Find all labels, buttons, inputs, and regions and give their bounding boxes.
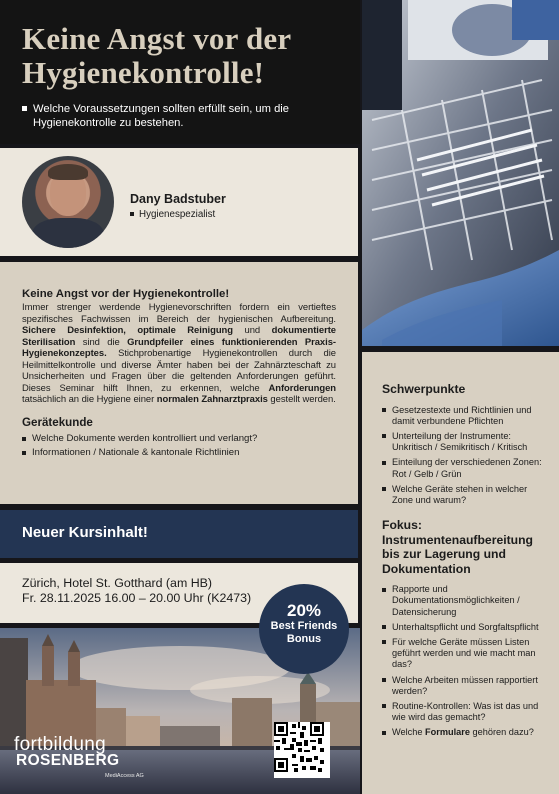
schwerpunkte-heading: Schwerpunkte [382,382,466,396]
course-location: Zürich, Hotel St. Gotthard (am HB) [22,576,213,590]
speaker-avatar [22,156,114,248]
bullet-square-icon [22,437,26,441]
list-item-text: Routine-Kontrollen: Was ist das und wie wird das gemacht? [392,700,539,723]
bullet-square-icon [22,106,27,111]
body-emphasis: Grundpfeiler eines funktionierenden Praxis-Hygienekonzeptes. [22,336,336,360]
body-text: Stichprobenartige Hygienekontrollen durch die Heilmittelkontrolle und diverse Ämter haben bei der Zahnärzteschaft zu Unsicherheiten und Fragen über die geltenden Anforderungen geführt. Dieses Seminar hilft Ihnen, zu erkennen, welche [22,348,336,394]
body-emphasis: normalen Zahnarztpraxis [156,394,268,406]
list-item-text: Welche Dokumente werden kontrolliert und verlangt? [32,432,258,444]
list-item [382,727,549,738]
header [0,0,360,144]
body-text: Immer strenger werdende Hygienevorschriften fordern ein vertieftes spezifisches Fachwissen im Bereich der hygienischen Aufbereitung. [22,302,336,325]
list-item-text: Für welche Geräte müssen Listen geführt werden und wie macht man das? [392,636,536,670]
fokus-list [382,584,549,738]
speaker-card [0,148,358,256]
body-text: gestellt werden. [267,394,336,406]
list-item-text-part: Welche [392,727,426,738]
bullet-square-icon [382,487,386,491]
list-item [382,457,549,479]
body-emphasis: dokumentierte Sterilisation [22,325,336,348]
subtitle [22,102,338,130]
body-text: tatsächlich an die Hygiene einer [22,394,157,406]
list-item [382,405,549,427]
speaker-name: Dany Badstuber [130,192,226,206]
list-item-text: Rapporte und Dokumentationsmöglichkeiten / Datensicherung [392,584,520,617]
geraete-list [22,433,336,460]
list-item [382,584,549,618]
list-item-text-part: gehören dazu? [469,727,534,738]
list-item-text [392,727,534,738]
list-item [382,622,549,633]
brand-mediaccess: MediAccess AG [105,773,144,779]
list-item-text: Informationen / Nationale & kantonale Richtlinien [32,447,240,459]
discount-badge [259,584,349,674]
speaker-role [130,209,215,220]
list-item-text: Unterhaltspflicht und Sorgfaltspflicht [392,621,539,632]
main-body [22,302,336,406]
bullet-square-icon [382,625,386,629]
speaker-role-text: Hygienespezialist [139,209,216,220]
bullet-square-icon [382,640,386,644]
bullet-square-icon [382,461,386,465]
bullet-square-icon [382,408,386,412]
course-datetime: Fr. 28.11.2025 16.00 – 20.00 Uhr (K2473) [22,591,252,605]
list-item-text: Welche Geräte stehen in welcher Zone und warum? [392,483,528,505]
bullet-square-icon [382,434,386,438]
body-emphasis: Anforderungen [268,382,336,394]
list-item [382,701,549,723]
bullet-square-icon [130,212,134,216]
list-item-text: Unterteilung der Instrumente: Unkritisch / Semikritisch / Kritisch [392,430,528,453]
right-column [362,352,559,794]
main-description [0,262,358,504]
body-text: und [232,325,272,337]
page-title: Keine Angst vor der Hygienekontrolle! [22,21,291,90]
qr-code[interactable] [274,722,330,778]
geraete-heading: Gerätekunde [22,415,93,429]
bullet-square-icon [382,704,386,708]
body-emphasis: Sichere Desinfektion, optimale Reinigung [22,325,233,337]
badge-percent: 20% [286,601,322,620]
body-text: sind die [75,336,128,348]
badge-line1: Best Friends [270,620,338,632]
list-item-text: Einteilung der verschiedenen Zonen: Rot / Gelb / Grün [392,457,542,479]
banner-text: Neuer Kursinhalt! [22,524,148,541]
bullet-square-icon [382,588,386,592]
qr-code-icon [274,722,324,772]
list-item [382,637,549,671]
badge-line2: Bonus [286,633,322,645]
list-item [382,675,549,697]
schwerpunkte-list [382,405,549,507]
list-item [22,447,336,459]
new-course-banner [0,510,358,558]
list-item-emphasis: Formulare [425,727,470,738]
brand-rosenberg: ROSENBERG [16,752,120,769]
list-item [382,484,549,506]
main-heading: Keine Angst vor der Hygienekontrolle! [22,288,230,300]
list-item-text: Gesetzestexte und Richtlinien und damit verbundene Pflichten [392,404,532,426]
list-item [22,433,336,445]
instrument-rack-illustration [362,0,559,346]
bullet-square-icon [22,451,26,455]
subtitle-text: Welche Voraussetzungen sollten erfüllt sein, um die Hygienekontrolle zu bestehen. [33,103,290,129]
brand-fortbildung: fortbildung [14,734,107,755]
bullet-square-icon [382,678,386,682]
dishwasher-photo [362,0,559,346]
list-item-text: Welche Arbeiten müssen rapportiert werden? [392,674,538,696]
list-item [382,431,549,453]
fokus-heading: Fokus: Instrumentenaufbereitung bis zur Lagerung und Dokumentation [382,518,533,576]
bullet-square-icon [382,731,386,735]
